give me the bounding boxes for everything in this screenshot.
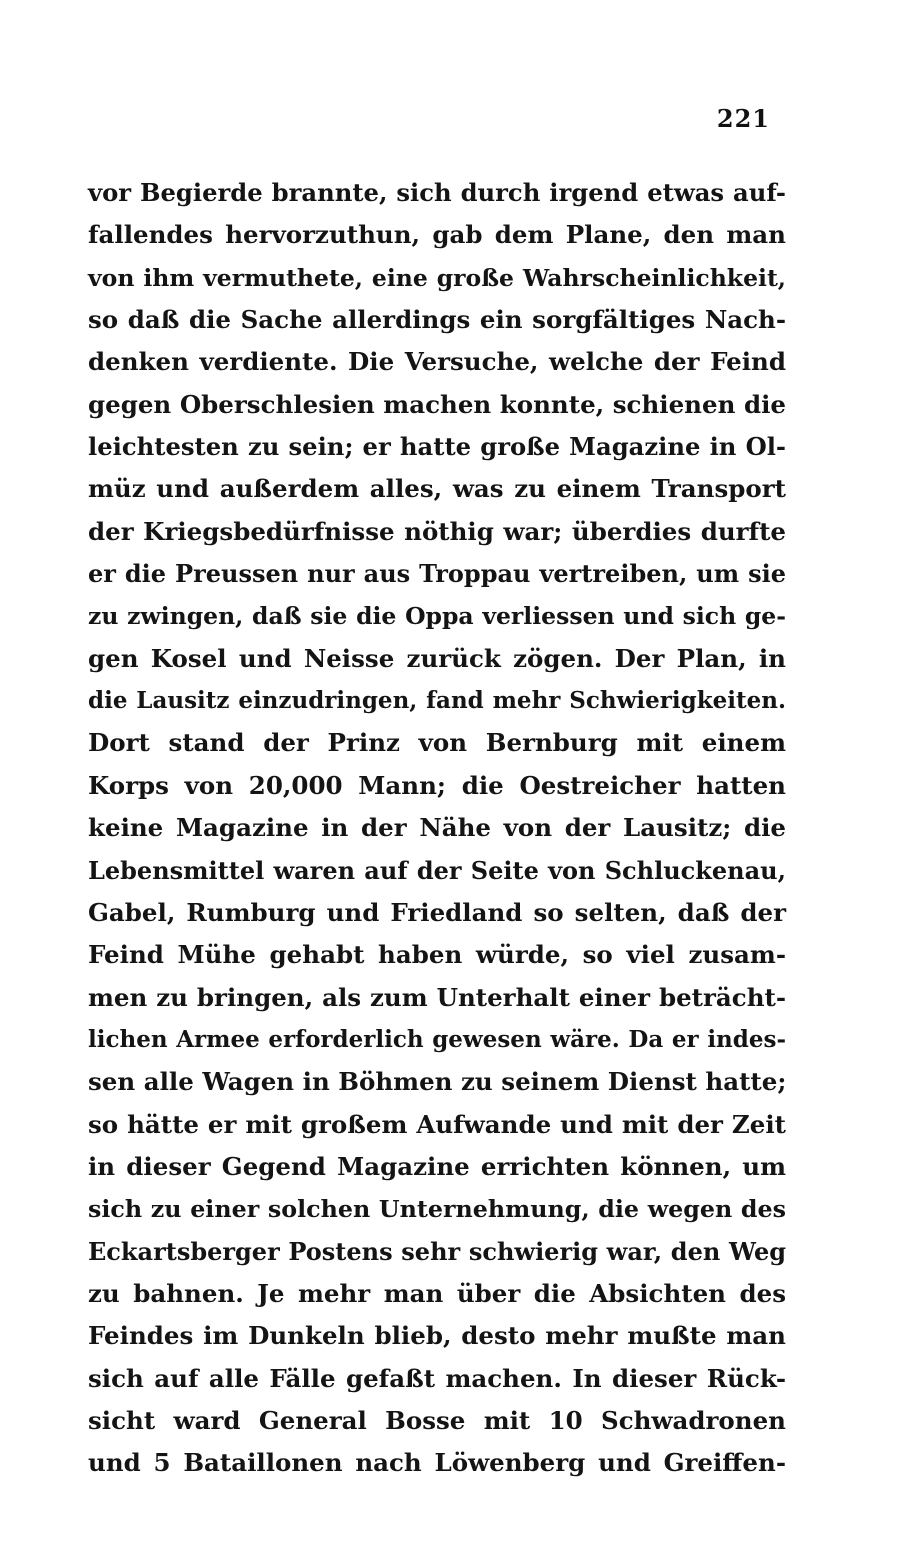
text-line: er die Preussen nur aus Troppau vertreiben, um sie [88, 559, 786, 589]
text-line: sen alle Wagen in Böhmen zu seinem Dienst hatte; [88, 1067, 787, 1097]
text-line: so hätte er mit großem Aufwande und mit der Zeit [88, 1109, 786, 1139]
text-line: leichtesten zu sein; er hatte große Magazine in Ol- [88, 432, 786, 462]
text-line: von ihm vermuthete, eine große Wahrscheinlichkeit, [88, 263, 786, 292]
text-line: Feind Mühe gehabt haben würde, so viel zusam- [88, 940, 786, 970]
page-number: 221 [716, 104, 770, 133]
text-line: vor Begierde brannte, sich durch irgend etwas auf- [88, 178, 786, 207]
text-line: denken verdiente. Die Versuche, welche der Feind [88, 347, 786, 377]
text-line: Lebensmittel waren auf der Seite von Schluckenau, [88, 855, 786, 885]
text-line: Eckartsberger Postens sehr schwierig war, den Weg [88, 1236, 786, 1266]
text-line: gegen Oberschlesien machen konnte, schienen die [88, 389, 786, 419]
text-line: lichen Armee erforderlich gewesen wäre. Da er indes- [88, 1025, 786, 1053]
text-line: men zu bringen, als zum Unterhalt einer beträcht- [88, 982, 786, 1012]
text-line: zu zwingen, daß sie die Oppa verliessen und sich ge- [88, 602, 786, 631]
text-line: sich zu einer solchen Unternehmung, die wegen des [88, 1195, 786, 1224]
text-line: Gabel, Rumburg und Friedland so selten, daß der [88, 897, 786, 927]
text-line: sich auf alle Fälle gefaßt machen. In dieser Rück- [88, 1363, 786, 1393]
text-line: Korps von 20,000 Mann; die Oestreicher hatten [88, 770, 786, 800]
text-line: Feindes im Dunkeln blieb, desto mehr mußte man [88, 1321, 786, 1351]
text-line: sicht ward General Bosse mit 10 Schwadronen [88, 1405, 786, 1435]
text-line: und 5 Bataillonen nach Löwenberg und Greiffen- [88, 1448, 786, 1478]
text-line: die Lausitz einzudringen, fand mehr Schwierigkeiten. [88, 687, 786, 715]
text-line: in dieser Gegend Magazine errichten können, um [88, 1151, 786, 1181]
body-text [88, 172, 786, 1485]
text-line: so daß die Sache allerdings ein sorgfältiges Nach- [88, 305, 786, 335]
text-line: zu bahnen. Je mehr man über die Absichten des [88, 1278, 786, 1308]
text-line: fallendes hervorzuthun, gab dem Plane, den man [88, 220, 786, 250]
text-line: gen Kosel und Neisse zurück zögen. Der Plan, in [88, 643, 786, 673]
text-line: keine Magazine in der Nähe von der Lausitz; die [88, 813, 786, 843]
text-line: Dort stand der Prinz von Bernburg mit einem [88, 728, 786, 758]
text-line: müz und außerdem alles, was zu einem Transport [88, 474, 786, 504]
text-line: der Kriegsbedürfnisse nöthig war; überdies durfte [88, 516, 786, 546]
